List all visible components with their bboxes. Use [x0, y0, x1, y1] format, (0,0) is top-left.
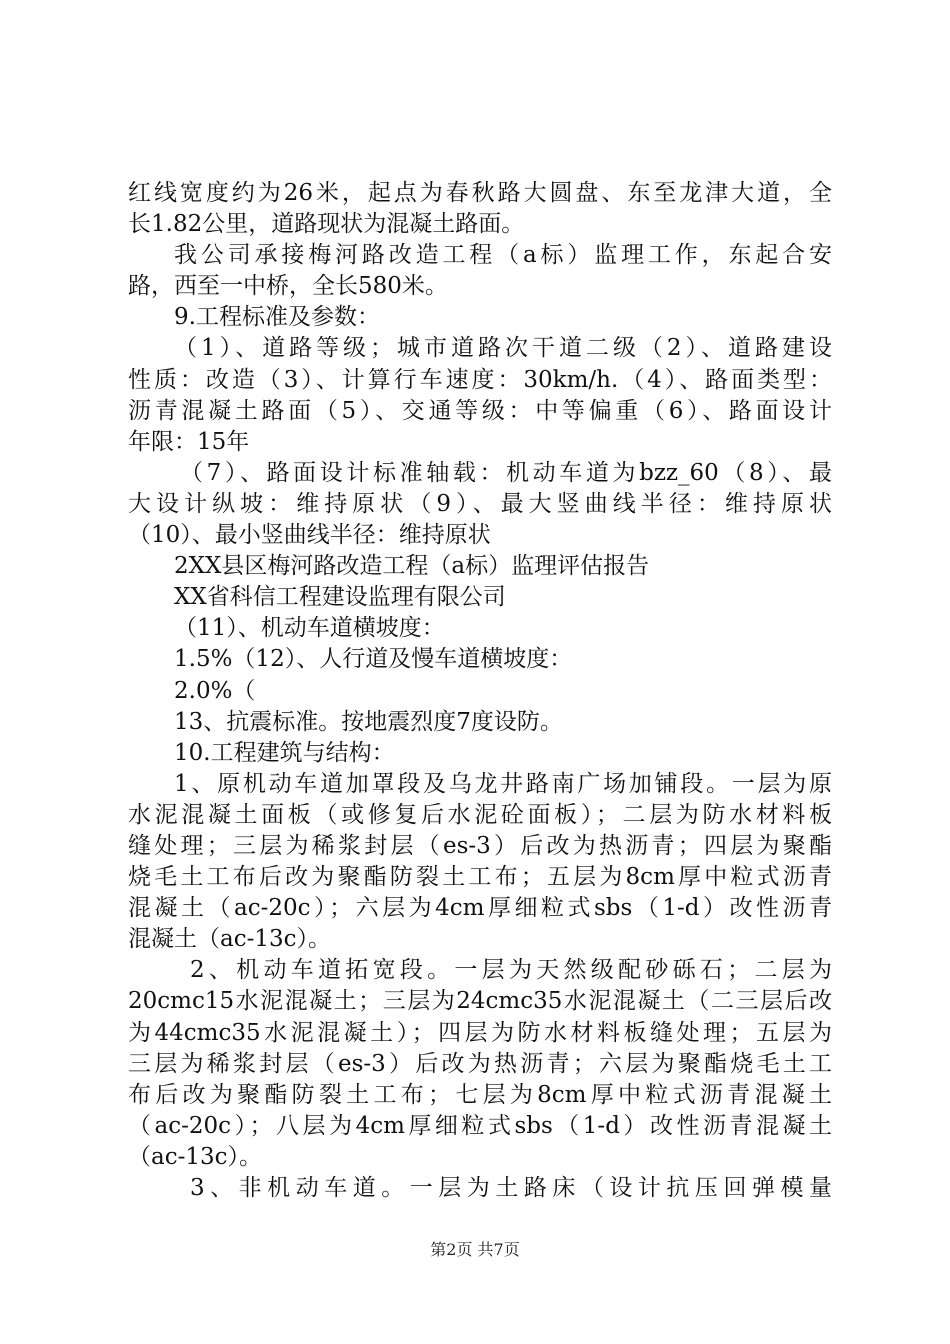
text-line: 10.工程建筑与结构： [174, 739, 395, 766]
text-line: 缝处理；三层为稀浆封层（es-3）后改为热沥青；四层为聚酯 [128, 832, 832, 859]
text-line: 布后改为聚酯防裂土工布；七层为8cm厚中粒式沥青混凝土 [128, 1081, 832, 1108]
text-line: 三层为稀浆封层（es-3）后改为热沥青；六层为聚酯烧毛土工 [128, 1050, 832, 1077]
text-line: 1.5%（12）、人行道及慢车道横坡度： [174, 646, 573, 673]
text-line: （1）、道路等级；城市道路次干道二级（2）、道路建设 [174, 335, 832, 362]
text-line: 烧毛土工布后改为聚酯防裂土工布；五层为8cm厚中粒式沥青 [128, 864, 832, 891]
text-line: （7）、路面设计标准轴载：机动车道为bzz_60（8）、最 [180, 459, 832, 486]
text-line: （10）、最小竖曲线半径：维持原状 [128, 522, 491, 549]
text-line: 长1.82公里，道路现状为混凝土路面。 [128, 211, 525, 238]
text-line: 2.0%（ [174, 677, 256, 704]
text-line: 混凝土（ac-13c）。 [128, 926, 332, 953]
text-line: 路，西至一中桥，全长580米。 [128, 273, 448, 300]
text-line: 13、抗震标准。按地震烈度7度设防。 [174, 708, 563, 735]
text-line: 2、机动车道拓宽段。一层为天然级配砂砾石；二层为 [190, 957, 832, 984]
text-line: 红线宽度约为26米，起点为春秋路大圆盘、东至龙津大道，全 [128, 180, 832, 206]
text-line: 沥青混凝土路面（5）、交通等级：中等偏重（6）、路面设计 [128, 397, 832, 424]
text-line: 我公司承接梅河路改造工程（a标）监理工作，东起合安 [174, 242, 832, 269]
body-text [128, 178, 832, 1204]
text-line: （11）、机动车道横坡度： [174, 615, 445, 642]
text-line: 性质：改造（3）、计算行车速度：30km/h.（4）、路面类型： [128, 366, 832, 393]
page-number: 第2页 共7页 [430, 1240, 520, 1259]
text-line: XX省科信工程建设监理有限公司 [174, 584, 506, 611]
text-line: （ac-13c）。 [128, 1143, 263, 1170]
text-line: 1、原机动车道加罩段及乌龙井路南广场加铺段。一层为原 [174, 770, 832, 797]
text-line: 2XX县区梅河路改造工程（a标）监理评估报告 [174, 553, 650, 580]
text-line: 水泥混凝土面板（或修复后水泥砼面板）；二层为防水材料板 [128, 801, 832, 828]
text-line: 为44cmc35水泥混凝土）；四层为防水材料板缝处理；五层为 [128, 1019, 832, 1046]
text-line: 大设计纵坡：维持原状（9）、最大竖曲线半径：维持原状 [128, 490, 832, 517]
text-line: 3、非机动车道。一层为土路床（设计抗压回弹模量 [190, 1175, 832, 1201]
text-line: 20cmc15水泥混凝土；三层为24cmc35水泥混凝土（二三层后改 [128, 988, 832, 1015]
text-line: （ac-20c）；八层为4cm厚细粒式sbs（1-d）改性沥青混凝土 [128, 1112, 832, 1139]
text-line: 混凝土（ac-20c）；六层为4cm厚细粒式sbs（1-d）改性沥青 [128, 895, 832, 922]
page-footer [0, 1238, 950, 1262]
text-line: 年限：15年 [128, 428, 250, 455]
text-line: 9.工程标准及参数： [174, 304, 380, 331]
